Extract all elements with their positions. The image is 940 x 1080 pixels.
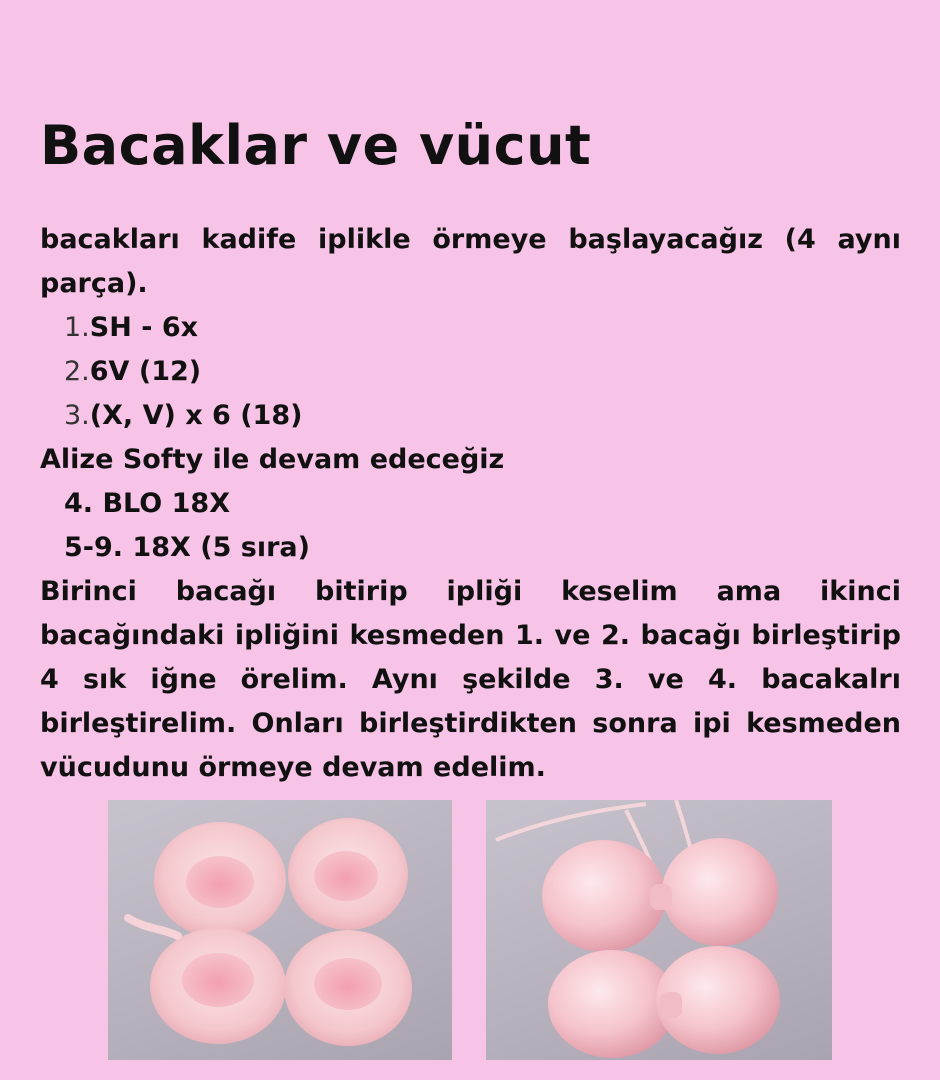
- instructions: [40, 218, 901, 790]
- step-item: 4. BLO 18X: [64, 488, 231, 519]
- joined-legs-illustration: [486, 800, 832, 1060]
- step-text: 6V (12): [89, 356, 202, 387]
- photo-strip: [108, 800, 832, 1060]
- closing-paragraph: Birinci bacağı bitirip ipliği keselim ama ikinci bacağındaki ipliğini kesmeden 1. ve 2. bacağı birleştirip 4 sık iğne örelim. Aynı şekilde 3. ve 4. bacakalrı birleştirelim. Onları birleştirdikten sonra ipi kesmeden vücudunu örmeye devam edelim.: [40, 576, 901, 783]
- continue-note: Alize Softy ile devam edeceğiz: [40, 444, 505, 475]
- step-list-a: [40, 306, 901, 438]
- step-list-b: [40, 482, 901, 570]
- step-number: 1.: [64, 312, 90, 343]
- step-item: [40, 350, 901, 394]
- leg-cups-illustration: [108, 800, 452, 1060]
- joined-crochet-legs-photo: [486, 800, 832, 1060]
- intro-paragraph: bacakları kadife iplikle örmeye başlayacağız (4 aynı parça).: [40, 224, 901, 299]
- step-item: [40, 306, 901, 350]
- step-item: [40, 394, 901, 438]
- page-title: Bacaklar ve vücut: [40, 114, 592, 177]
- step-text: SH - 6x: [89, 312, 199, 343]
- step-text: (X, V) x 6 (18): [89, 400, 303, 431]
- step-number: 3.: [64, 400, 90, 431]
- step-number: 2.: [64, 356, 90, 387]
- four-crochet-leg-cups-photo: [108, 800, 452, 1060]
- step-item: 5-9. 18X (5 sıra): [64, 532, 310, 563]
